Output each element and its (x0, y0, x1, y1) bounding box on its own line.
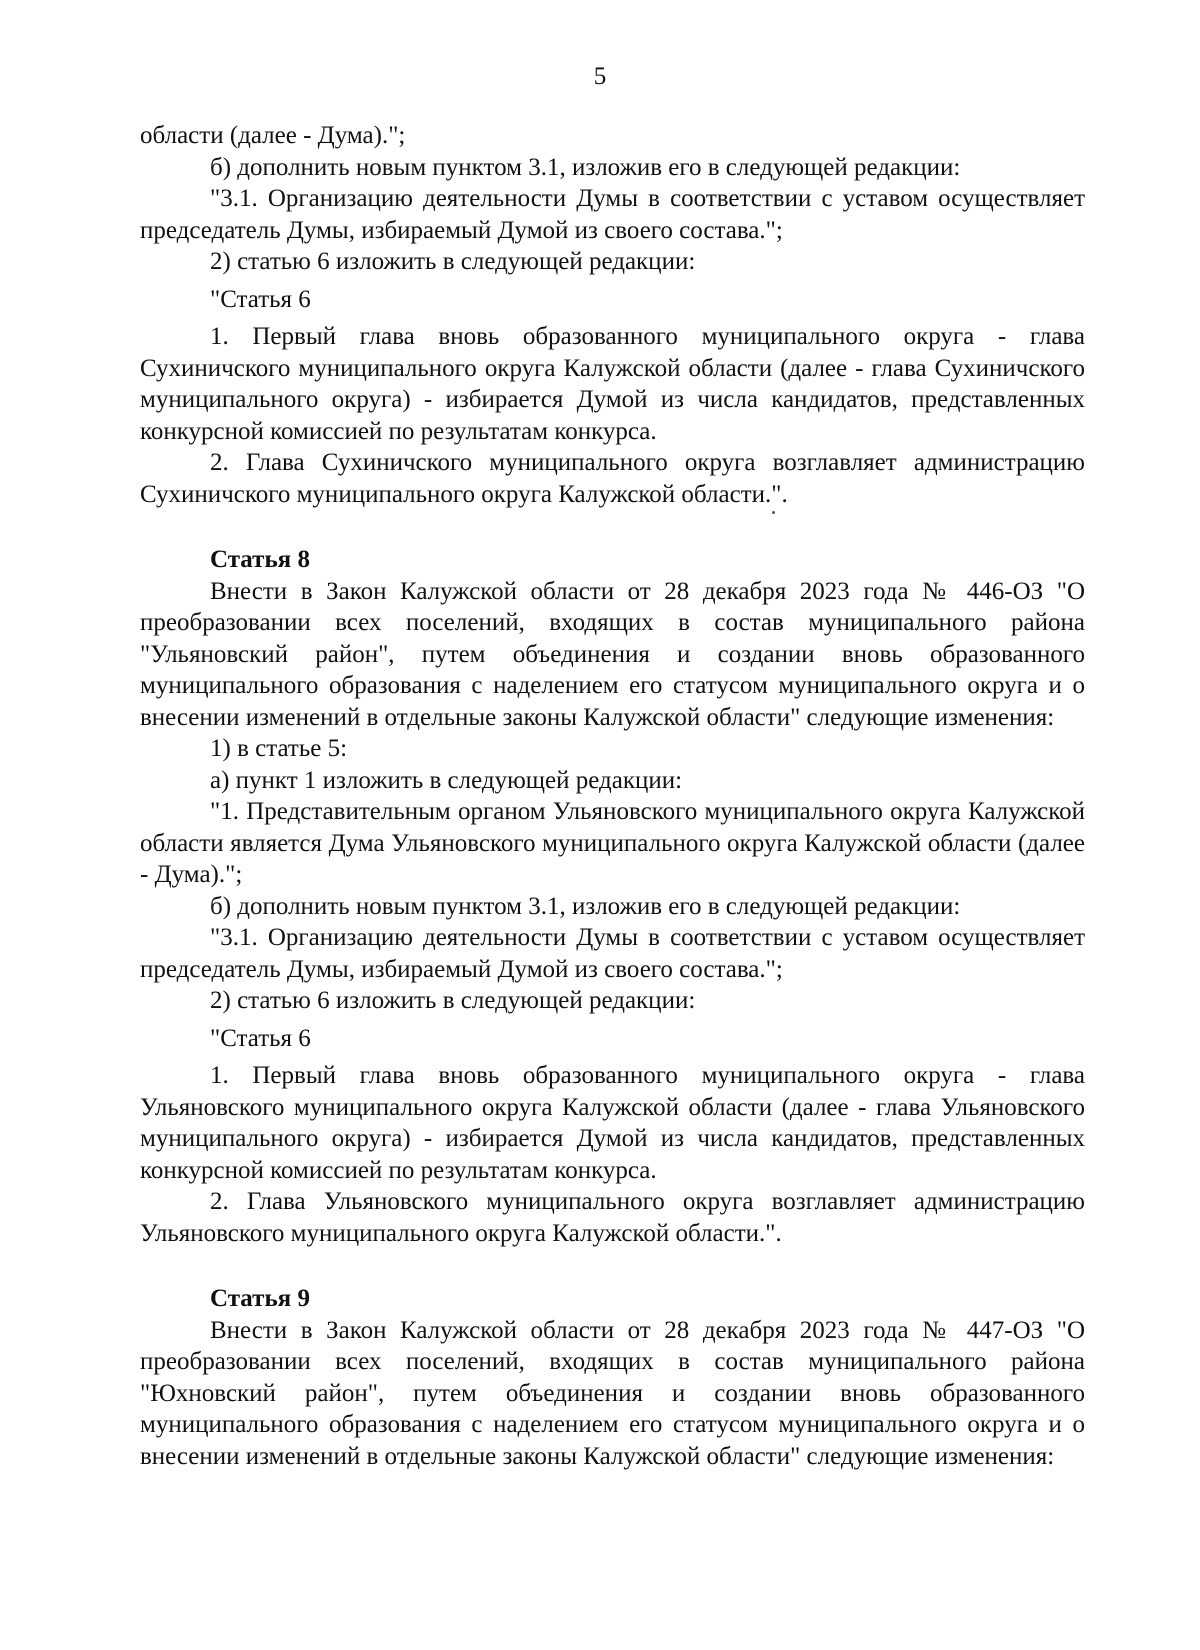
scan-speck (772, 511, 775, 514)
paragraph: 1) в статье 5: (210, 735, 348, 762)
paragraph: 1. Первый глава вновь образованного муниципального округа - глава Ульяновского муниципального округа Калужской области (далее - глава Ульяновского муниципального округа) - избирается Думой из числа кандидатов, представленных конкурсной комиссией по результатам конкурса. (140, 1062, 1085, 1184)
paragraph: "1. Представительным органом Ульяновского муниципального округа Калужской области является Дума Ульяновского муниципального округа Калужской области (далее - Дума)."; (140, 798, 1085, 888)
paragraph: "3.1. Организацию деятельности Думы в соответствии с уставом осуществляет председатель Думы, избираемый Думой из своего состава."; (140, 924, 1085, 983)
document-body (140, 120, 1085, 1472)
article-heading: Статья 9 (210, 1285, 310, 1312)
paragraph: а) пункт 1 изложить в следующей редакции: (210, 766, 683, 794)
paragraph: "3.1. Организацию деятельности Думы в соответствии с уставом осуществляет председатель Думы, избираемый Думой из своего состава."; (140, 185, 1085, 244)
article-heading: Статья 8 (210, 546, 310, 573)
paragraph: б) дополнить новым пунктом 3.1, изложив его в следующей редакции: (210, 153, 961, 181)
paragraph: "Статья 6 (210, 285, 311, 313)
paragraph: "Статья 6 (210, 1024, 311, 1052)
paragraph: 2) статью 6 изложить в следующей редакции: (210, 248, 696, 275)
paragraph: Внести в Закон Калужской области от 28 декабря 2023 года № 446-ОЗ "О преобразовании всех поселений, входящих в состав муниципального района "Ульяновский район", путем объединения и создании вновь образованного муниципального образования с наделением его статусом муниципального округа и о внесении изменений в отдельные законы Калужской области" следующие изменения: (140, 577, 1085, 731)
page-number: 5 (593, 63, 607, 90)
paragraph: 2. Глава Сухиничского муниципального округа возглавляет администрацию Сухиничского муниципального округа Калужской области.". (140, 449, 1085, 508)
paragraph: б) дополнить новым пунктом 3.1, изложив его в следующей редакции: (210, 892, 961, 920)
paragraph: Внести в Закон Калужской области от 28 декабря 2023 года № 447-ОЗ "О преобразовании всех поселений, входящих в состав муниципального района "Юхновский район", путем объединения и создании вновь образованного муниципального образования с наделением его статусом муниципального округа и о внесении изменений в отдельные законы Калужской области" следующие изменения: (140, 1316, 1085, 1470)
paragraph: 1. Первый глава вновь образованного муниципального округа - глава Сухиничского муниципального округа Калужской области (далее - глава Сухиничского муниципального округа) - избирается Думой из числа кандидатов, представленных конкурсной комиссией по результатам конкурса. (140, 323, 1085, 445)
paragraph: 2. Глава Ульяновского муниципального округа возглавляет администрацию Ульяновского муниципального округа Калужской области.". (140, 1188, 1085, 1247)
paragraph: 2) статью 6 изложить в следующей редакции: (210, 987, 696, 1014)
paragraph-continuation: области (далее - Дума)."; (140, 122, 406, 149)
